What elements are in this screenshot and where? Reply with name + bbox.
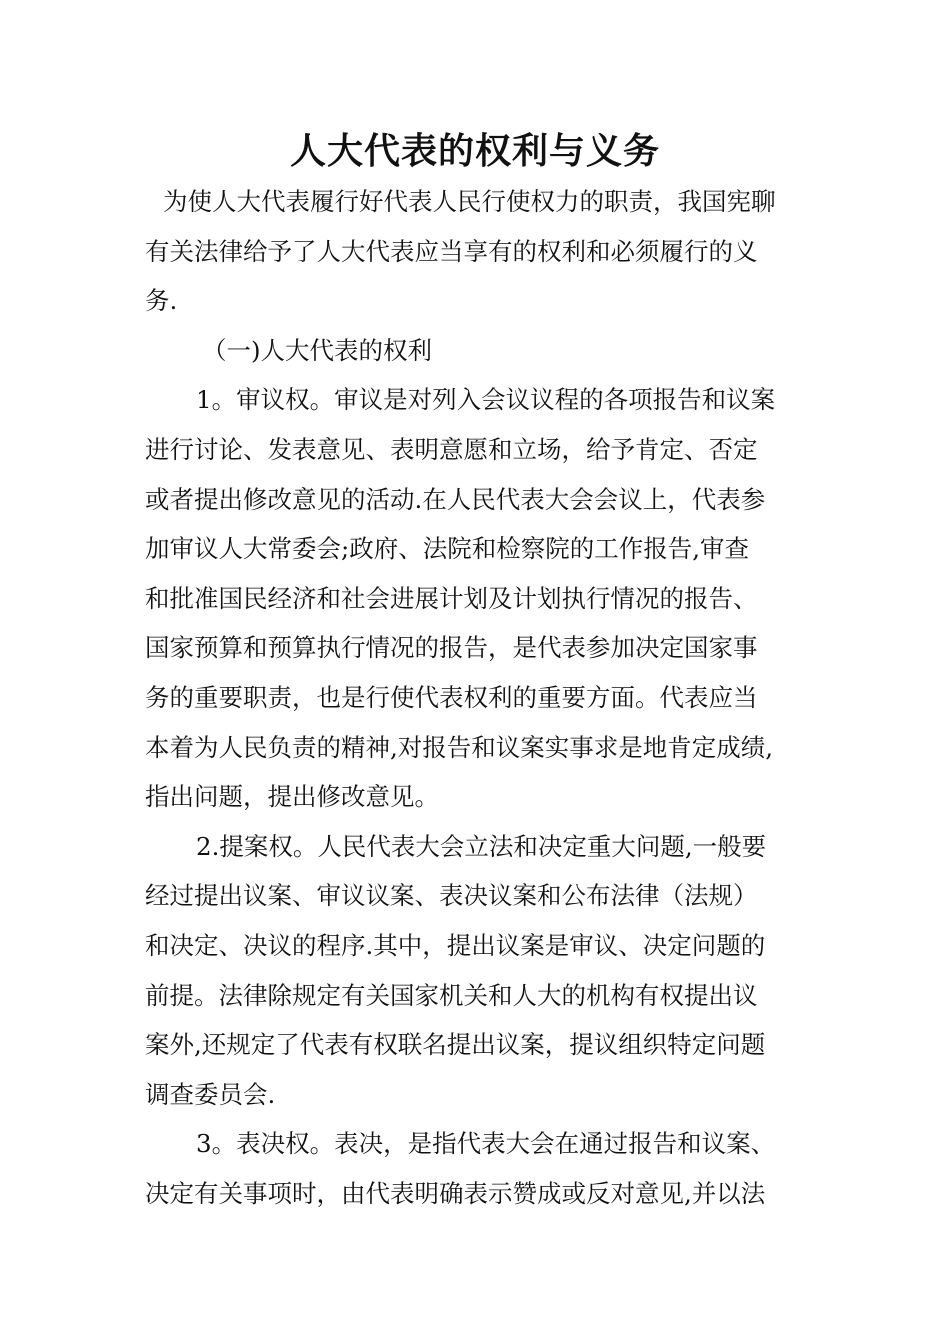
paragraph-review-right-line: 1。审议权。审议是对列入会议议程的各项报告和议案 xyxy=(196,385,776,415)
paragraph-proposal-right-line: 2.提案权。人民代表大会立法和决定重大问题,一般要 xyxy=(196,831,767,861)
paragraph-proposal-right-line: 调查委员会. xyxy=(145,1079,276,1109)
document-title: 人大代表的权利与义务 xyxy=(289,130,660,172)
paragraph-review-right-line: 和批准国民经济和社会进展计划及计划执行情况的报告、 xyxy=(145,583,758,613)
paragraph-intro-line: 务. xyxy=(145,286,178,316)
paragraph-review-right-line: 进行讨论、发表意见、表明意愿和立场，给予肯定、否定 xyxy=(145,434,758,464)
paragraph-proposal-right-line: 前提。法律除规定有关国家机关和人大的机构有权提出议 xyxy=(145,980,758,1010)
document-body xyxy=(145,177,810,1218)
paragraph-review-right-line: 本着为人民负责的精神,对报告和议案实事求是地肯定成绩, xyxy=(145,732,774,762)
paragraph-review-right-line: 或者提出修改意见的活动.在人民代表大会会议上，代表参 xyxy=(145,484,766,514)
paragraph-proposal-right-line: 经过提出议案、审议议案、表决议案和公布法律（法规） xyxy=(145,881,758,911)
paragraph-review-right-line: 务的重要职责，也是行使代表权利的重要方面。代表应当 xyxy=(145,682,758,712)
paragraph-review-right-line: 国家预算和预算执行情况的报告，是代表参加决定国家事 xyxy=(145,633,758,663)
section-heading: （一)人大代表的权利 xyxy=(202,335,433,365)
paragraph-intro-line: 为使人大代表履行好代表人民行使权力的职责，我国宪聊 xyxy=(163,187,776,216)
paragraph-intro-line: 有关法律给予了人大代表应当享有的权利和必须履行的义 xyxy=(145,236,758,266)
paragraph-proposal-right-line: 案外,还规定了代表有权联名提出议案，提议组织特定问题 xyxy=(145,1030,766,1060)
paragraph-review-right-line: 加审议人大常委会;政府、法院和检察院的工作报告,审查 xyxy=(145,534,750,564)
paragraph-proposal-right-line: 和决定、决议的程序.其中，提出议案是审议、决定问题的 xyxy=(145,930,766,960)
paragraph-review-right-line: 指出问题，提出修改意见。 xyxy=(145,782,439,812)
paragraph-voting-right-line: 决定有关事项时，由代表明确表示赞成或反对意见,并以法 xyxy=(145,1178,766,1208)
paragraph-voting-right-line: 3。表决权。表决，是指代表大会在通过报告和议案、 xyxy=(196,1129,776,1159)
